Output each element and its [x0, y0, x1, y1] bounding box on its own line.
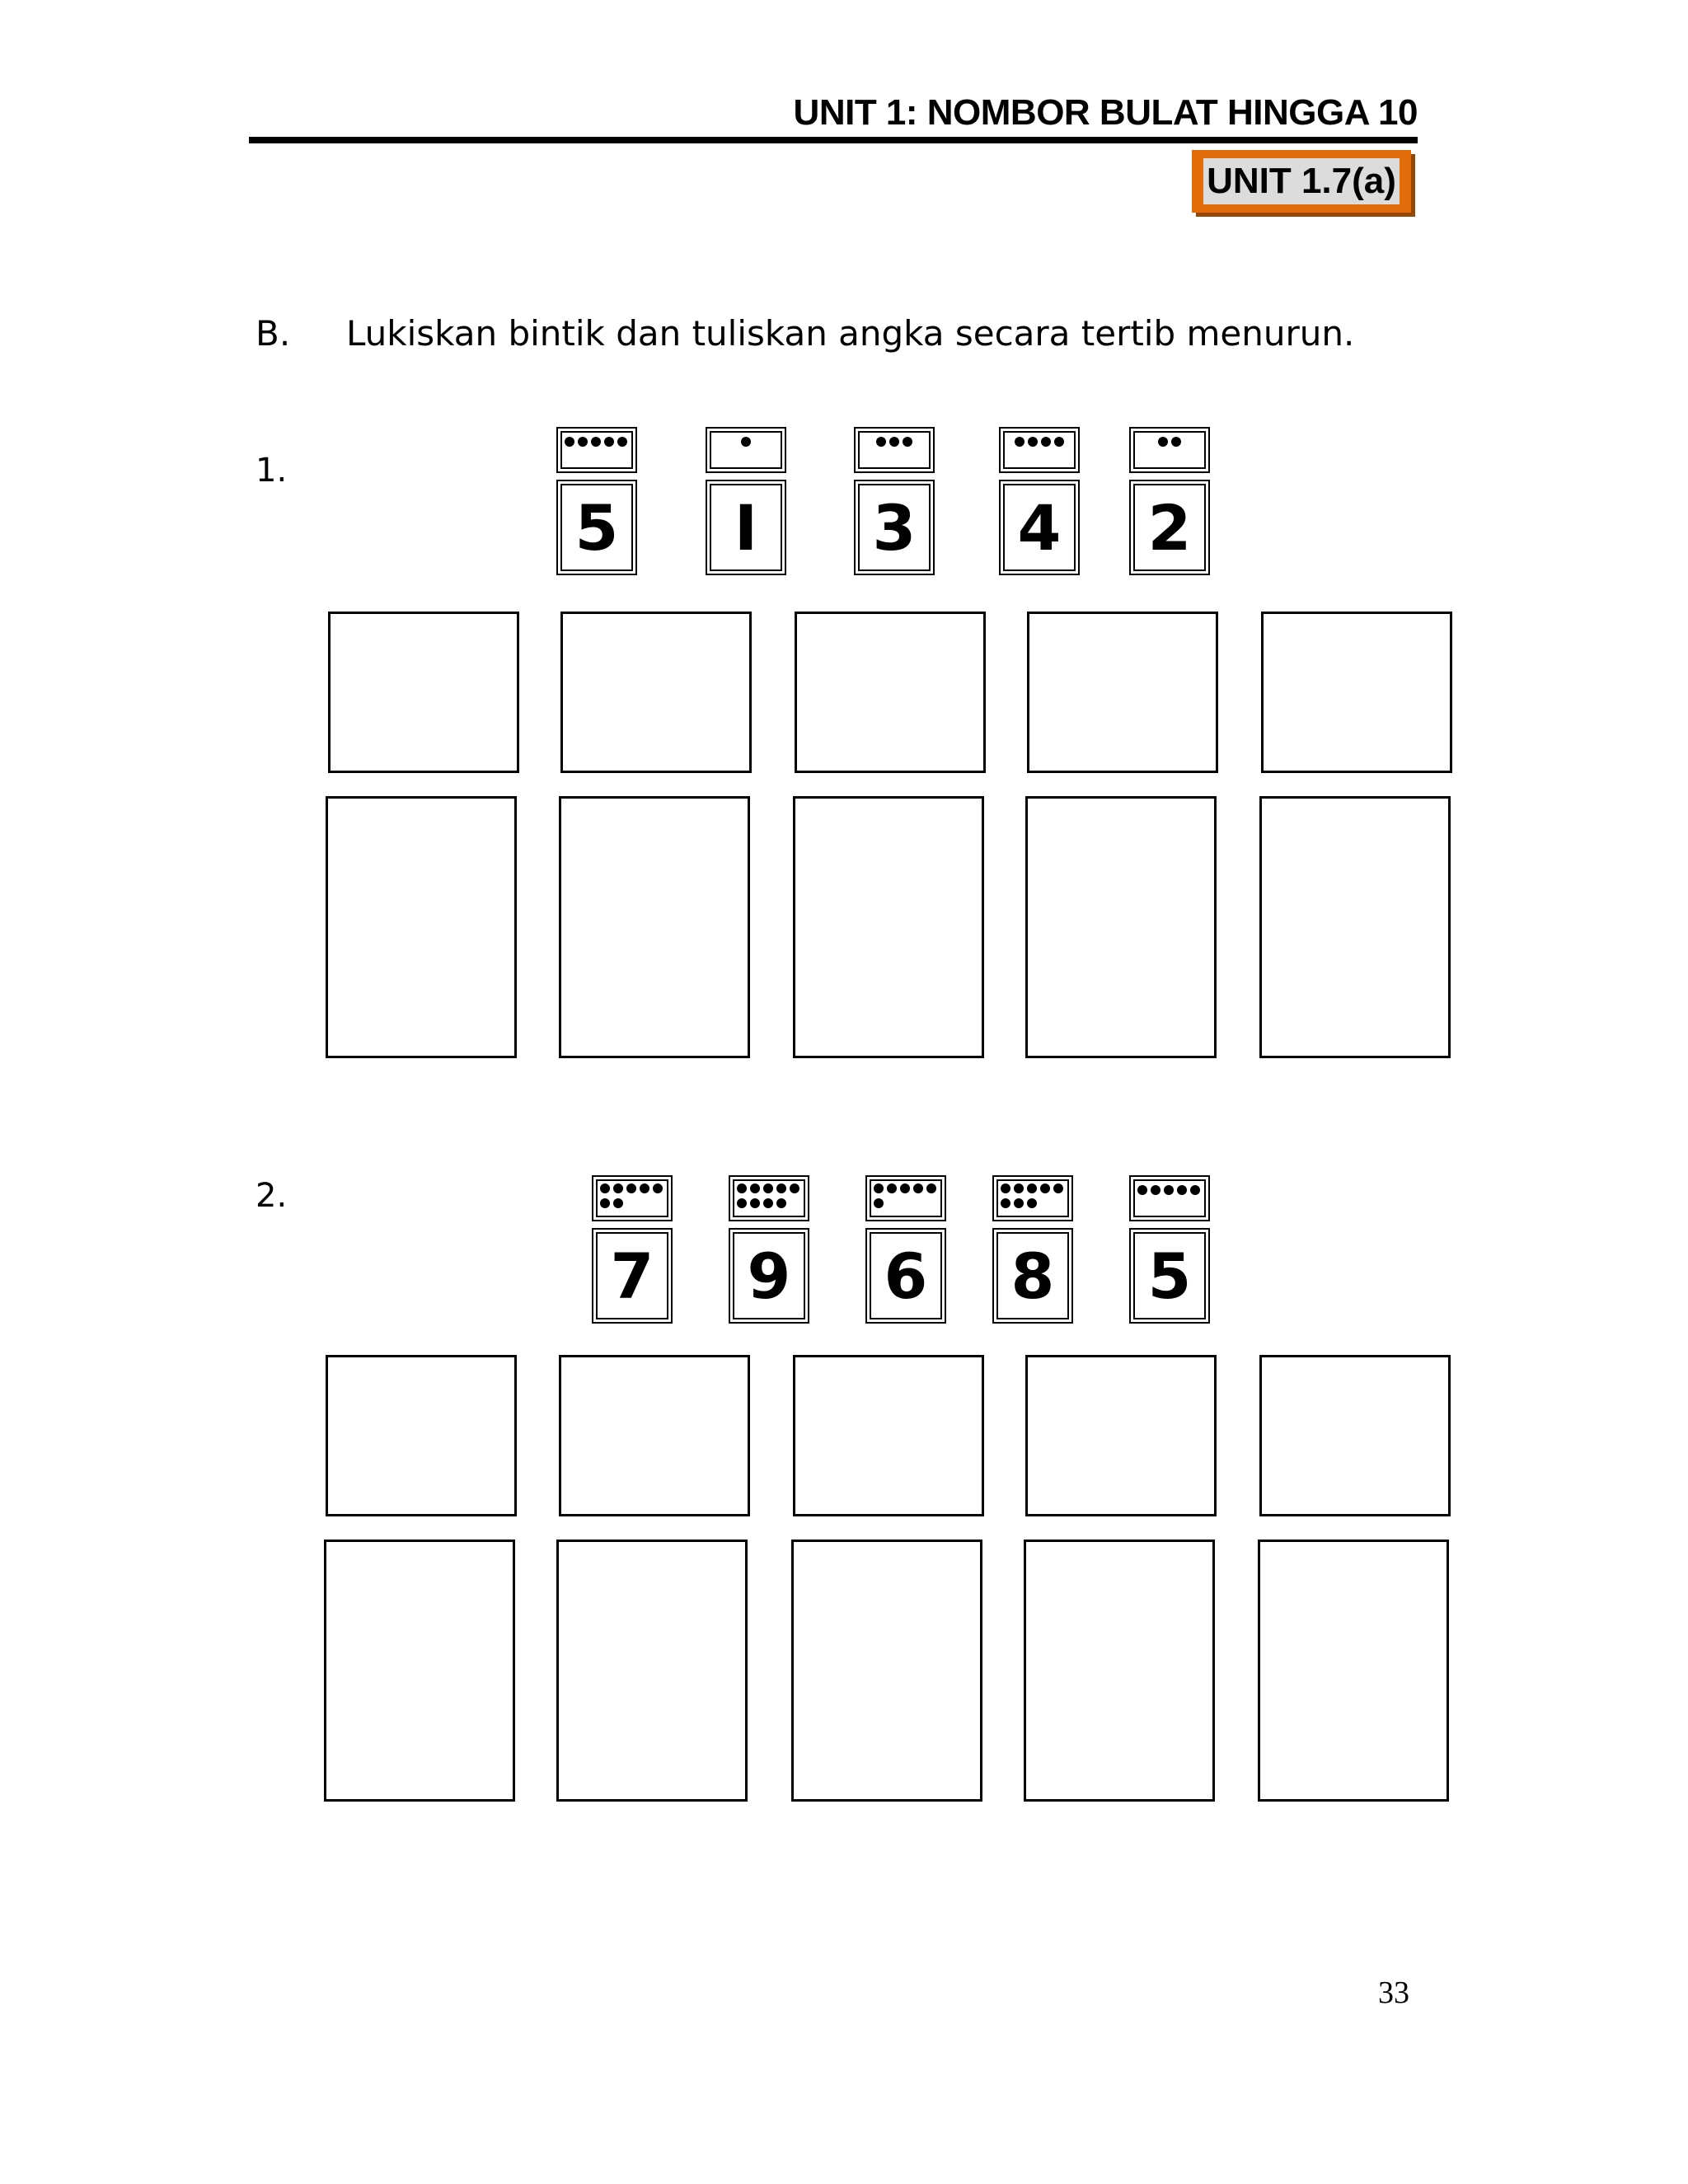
dot-answer-box[interactable] — [1261, 612, 1452, 773]
dot — [1053, 1183, 1063, 1193]
number-box: 7 — [592, 1228, 673, 1324]
number-answer-box[interactable] — [556, 1540, 748, 1802]
dot — [1151, 1185, 1160, 1195]
dot-box — [1129, 427, 1210, 473]
number-box: 5 — [1129, 1228, 1210, 1324]
dot-box — [729, 1175, 809, 1221]
number-answer-box[interactable] — [1025, 796, 1217, 1058]
number-box: I — [706, 480, 786, 575]
dot — [653, 1183, 663, 1193]
dot — [776, 1183, 786, 1193]
instruction-letter: B. — [256, 313, 291, 354]
dot — [640, 1183, 649, 1193]
number-box: 3 — [854, 480, 935, 575]
number-answer-box[interactable] — [1259, 796, 1451, 1058]
dot — [1054, 437, 1064, 447]
dot-row — [856, 437, 933, 447]
dot-box — [592, 1175, 673, 1221]
dot — [600, 1198, 610, 1208]
dot-answer-box[interactable] — [1259, 1355, 1451, 1516]
question-number: 2. — [256, 1177, 288, 1215]
dot-row — [874, 1198, 884, 1208]
dot-row — [1137, 1185, 1200, 1195]
number-answer-box[interactable] — [324, 1540, 515, 1802]
dot-answer-box[interactable] — [1025, 1355, 1217, 1516]
dot — [1027, 1198, 1037, 1208]
dot — [874, 1198, 884, 1208]
number-box: 8 — [992, 1228, 1073, 1324]
number-answer-box[interactable] — [791, 1540, 982, 1802]
dot — [776, 1198, 786, 1208]
dot-box — [556, 427, 637, 473]
number-box: 9 — [729, 1228, 809, 1324]
number-answer-box[interactable] — [1024, 1540, 1215, 1802]
dot — [741, 437, 751, 447]
dot-row — [1131, 437, 1208, 447]
dot-answer-box[interactable] — [560, 612, 752, 773]
dot-row — [1001, 1183, 1063, 1193]
dot — [613, 1198, 623, 1208]
dot-box — [992, 1175, 1073, 1221]
dot — [876, 437, 886, 447]
dot — [1014, 1198, 1024, 1208]
dot-box — [999, 427, 1080, 473]
dot-row — [600, 1183, 663, 1193]
dot-row — [737, 1198, 786, 1208]
dot — [1137, 1185, 1147, 1195]
dot-row — [600, 1198, 623, 1208]
unit-title: UNIT 1: NOMBOR BULAT HINGGA 10 — [793, 92, 1418, 133]
dot — [750, 1183, 760, 1193]
dot — [1027, 1183, 1037, 1193]
dot-box — [1129, 1175, 1210, 1221]
dot — [1014, 1183, 1024, 1193]
dot-answer-box[interactable] — [559, 1355, 750, 1516]
dot — [613, 1183, 623, 1193]
dot-row — [737, 1183, 799, 1193]
header-rule — [249, 137, 1418, 143]
dot — [737, 1198, 747, 1208]
dot-row — [565, 437, 627, 447]
dot — [1164, 1185, 1174, 1195]
dot — [889, 437, 899, 447]
number-answer-box[interactable] — [1258, 1540, 1449, 1802]
dot-answer-box[interactable] — [328, 612, 519, 773]
dot — [763, 1183, 773, 1193]
dot — [578, 437, 588, 447]
dot — [900, 1183, 910, 1193]
dot — [790, 1183, 799, 1193]
unit-badge-label: UNIT 1.7(a) — [1203, 158, 1400, 204]
number-box: 2 — [1129, 480, 1210, 575]
dot — [1177, 1185, 1187, 1195]
dot — [1171, 437, 1181, 447]
dot — [1001, 1198, 1010, 1208]
dot-row — [707, 437, 785, 447]
dot-answer-box[interactable] — [326, 1355, 517, 1516]
dot-answer-box[interactable] — [793, 1355, 984, 1516]
dot — [600, 1183, 610, 1193]
dot-answer-box[interactable] — [1027, 612, 1218, 773]
dot — [763, 1198, 773, 1208]
dot — [626, 1183, 636, 1193]
dot-answer-box[interactable] — [795, 612, 986, 773]
dot — [874, 1183, 884, 1193]
dot — [1001, 1183, 1010, 1193]
number-box: 5 — [556, 480, 637, 575]
instruction-text: Lukiskan bintik dan tuliskan angka secara tertib menurun. — [346, 313, 1355, 354]
number-answer-box[interactable] — [326, 796, 517, 1058]
dot-row — [1001, 437, 1078, 447]
dot — [887, 1183, 897, 1193]
number-answer-box[interactable] — [559, 796, 750, 1058]
dot — [565, 437, 574, 447]
dot — [1190, 1185, 1200, 1195]
dot-box — [706, 427, 786, 473]
dot — [604, 437, 614, 447]
dot — [1015, 437, 1025, 447]
dot-box — [854, 427, 935, 473]
dot — [737, 1183, 747, 1193]
number-answer-box[interactable] — [793, 796, 984, 1058]
dot — [1028, 437, 1038, 447]
dot-box — [865, 1175, 946, 1221]
dot — [913, 1183, 923, 1193]
number-box: 4 — [999, 480, 1080, 575]
dot — [903, 437, 912, 447]
dot — [1040, 1183, 1050, 1193]
dot — [1041, 437, 1051, 447]
question-number: 1. — [256, 452, 288, 490]
dot — [926, 1183, 936, 1193]
dot — [617, 437, 627, 447]
dot-row — [1001, 1198, 1037, 1208]
dot — [750, 1198, 760, 1208]
dot — [1158, 437, 1168, 447]
number-box: 6 — [865, 1228, 946, 1324]
page-number: 33 — [1378, 1975, 1409, 2010]
dot — [591, 437, 601, 447]
dot-row — [874, 1183, 936, 1193]
unit-badge — [1192, 150, 1411, 213]
